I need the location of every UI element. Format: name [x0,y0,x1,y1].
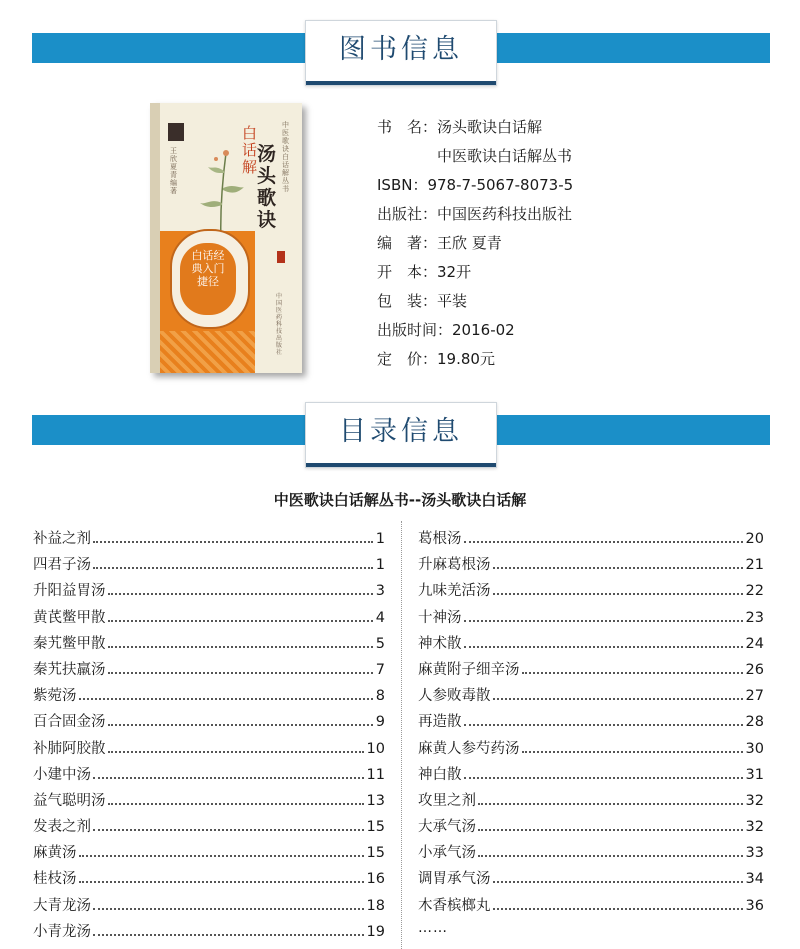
toc-leader-dots [522,672,743,674]
toc-leader-dots [464,646,743,648]
toc-entry-name: 百合固金汤 [33,714,106,731]
toc-entry [33,920,385,946]
toc-entry-page: 36 [745,897,764,914]
toc-entry [33,553,385,579]
toc-entry [33,894,385,920]
book-cover [150,103,302,373]
book-info-label: 包 装： [377,292,438,310]
toc-entry-page: 16 [366,871,385,888]
book-info-row [377,345,573,374]
toc-entry [418,527,764,553]
toc-leader-dots [464,777,743,779]
toc-entry [418,789,764,815]
toc-column-divider [401,521,402,949]
cover-seal-icon [277,251,285,263]
toc-entry [33,710,385,736]
book-info-row [377,316,573,345]
toc-entry [33,815,385,841]
toc-entry [418,894,764,920]
toc-leader-dots [93,908,364,910]
book-info-label: 书 名： [377,118,438,136]
toc-entry [418,815,764,841]
toc-entry [418,606,764,632]
toc-entry [418,632,764,658]
toc-leader-dots [108,724,373,726]
toc-leader-dots [79,855,364,857]
book-info-label: 编 著： [377,234,438,252]
toc-entry-name: 九味羌活汤 [418,583,491,600]
toc-entry-page: 18 [366,897,385,914]
toc-entry [418,737,764,763]
cover-author-text: 王欣夏青编著 [170,147,177,195]
toc-entry-page: 28 [745,714,764,731]
cover-title: 汤头歌诀 [257,143,277,231]
book-info-value: 2016-02 [452,321,515,339]
toc-entry-page: 15 [366,819,385,836]
toc-entry-page: 11 [366,766,385,783]
book-info-value: 978-7-5067-8073-5 [427,176,574,194]
toc-leader-dots [93,829,364,831]
toc-entry-page: 31 [745,766,764,783]
section-title: 图书信息 [339,34,463,65]
section-title-box [305,402,497,468]
toc-entry-page: 4 [375,609,385,626]
toc-entry-page: 13 [366,792,385,809]
toc-entry-name: 木香槟榔丸 [418,897,491,914]
section-title-underline [306,81,496,85]
toc-entry-page: 30 [745,740,764,757]
toc-entry-page: 1 [375,557,385,574]
book-info-row [377,171,573,200]
toc-entry-name: 秦艽扶羸汤 [33,661,106,678]
toc-entry-page: 34 [745,871,764,888]
book-info-row [377,142,573,171]
toc-entry [418,710,764,736]
cover-series-text: 中医歌诀白话解丛书 [282,121,289,193]
toc-entry-name: 补益之剂 [33,531,91,547]
toc-entry-page: 7 [375,661,385,678]
book-info-row [377,258,573,287]
cover-subtitle: 白话解 [242,124,258,176]
cover-publisher-text: 中国医药科技出版社 [276,293,283,356]
toc-entry-name: 小承气汤 [418,845,476,862]
book-info-label: 定 价： [377,350,438,368]
toc-entry-name: 桂枝汤 [33,871,77,888]
herb-plant-icon [196,143,246,243]
toc-leader-dots [108,646,373,648]
toc-leader-dots [464,541,743,543]
toc-entry-name: 黄芪鳖甲散 [33,609,106,626]
toc-leader-dots [493,567,743,569]
book-info-label: 出版时间： [377,321,453,339]
toc-entry-page: 32 [745,819,764,836]
toc-entry-name: 麻黄人参芍药汤 [418,740,520,757]
toc-entry-name: 神白散 [418,766,462,783]
toc-entry [418,867,764,893]
toc-leader-dots [108,672,373,674]
toc-entry-name: 紫菀汤 [33,688,77,705]
toc-entry-name: 四君子汤 [33,557,91,574]
publisher-logo-icon [168,123,184,141]
toc-entry-page: 33 [745,845,764,862]
toc-entry [33,737,385,763]
toc-entry-name: 小建中汤 [33,766,91,783]
toc-entry [418,684,764,710]
book-info-row [377,287,573,316]
book-info-value: 平装 [437,292,468,310]
toc-leader-dots [478,855,743,857]
toc-entry-name: 小青龙汤 [33,923,91,940]
toc-entry-name: 升阳益胃汤 [33,583,106,600]
toc-entry [33,763,385,789]
toc-entry-name: 葛根汤 [418,531,462,547]
toc-entry-name: 秦艽鳖甲散 [33,635,106,652]
section-title: 目录信息 [339,416,463,447]
toc-leader-dots [93,934,364,936]
book-info-value: 32开 [437,263,472,281]
toc-entry-name: 调胃承气汤 [418,871,491,888]
cover-spine [150,103,160,373]
toc-leader-dots [93,567,373,569]
toc-entry [418,763,764,789]
toc-entry-name: 益气聪明汤 [33,792,106,809]
toc-entry-name: 神术散 [418,635,462,652]
toc-entry-page: 21 [745,557,764,574]
toc-entry-name: 攻里之剂 [418,792,476,809]
book-info-value: 王欣 夏青 [437,234,502,252]
cover-medallion-text: 白话经典入门捷径 [191,249,225,288]
toc-entry-page: 9 [375,714,385,731]
book-info-value: 19.80元 [437,350,495,368]
toc-entry [418,579,764,605]
toc-entry [33,658,385,684]
book-info-row [377,200,573,229]
toc-entry [33,841,385,867]
toc-entry-page: 32 [745,792,764,809]
book-info-value: 汤头歌诀白话解 [437,118,543,136]
toc-entry-page: 22 [745,583,764,600]
toc-entry [418,658,764,684]
book-info-label: 开 本： [377,263,438,281]
toc-entry-page: 24 [745,635,764,652]
toc-entry-name: 大青龙汤 [33,897,91,914]
toc-entry-page: 5 [375,635,385,652]
book-info-row [377,229,573,258]
toc-leader-dots [522,751,743,753]
toc-right-column [418,527,764,936]
toc-entry [33,684,385,710]
toc-leader-dots [493,908,743,910]
toc-entry [33,606,385,632]
toc-entry-page: 10 [366,740,385,757]
book-info-value: 中医歌诀白话解丛书 [437,147,573,165]
cover-pattern [160,331,255,373]
toc-entry [33,579,385,605]
toc-leader-dots [493,698,743,700]
toc-entry-page: 20 [745,531,764,547]
book-info-value: 中国医药科技出版社 [437,205,573,223]
toc-title: 中医歌诀白话解丛书--汤头歌诀白话解 [273,491,527,509]
toc-leader-dots [493,593,743,595]
toc-entry-page: 1 [375,531,385,547]
toc-leader-dots [464,620,743,622]
toc-more-ellipsis: …… [418,919,448,936]
toc-entry-name: 发表之剂 [33,819,91,836]
toc-leader-dots [93,541,373,543]
toc-entry-name: 大承气汤 [418,819,476,836]
toc-entry-name: 升麻葛根汤 [418,557,491,574]
toc-entry-page: 3 [375,583,385,600]
toc-entry [418,553,764,579]
toc-leader-dots [79,881,364,883]
toc-entry-name: 补肺阿胶散 [33,740,106,757]
toc-entry-page: 27 [745,688,764,705]
toc-leader-dots [79,698,373,700]
book-info-list [377,113,573,374]
toc-entry-page: 8 [375,688,385,705]
toc-leader-dots [108,593,373,595]
toc-leader-dots [464,724,743,726]
toc-leader-dots [108,620,373,622]
toc-entry-page: 19 [366,923,385,940]
toc-entry [33,789,385,815]
toc-leader-dots [93,777,364,779]
toc-entry-name: 麻黄汤 [33,845,77,862]
toc-entry [33,527,385,553]
toc-entry [33,632,385,658]
toc-entry-name: 再造散 [418,714,462,731]
toc-entry-name: 十神汤 [418,609,462,626]
toc-entry-page: 23 [745,609,764,626]
section-title-box [305,20,497,86]
book-info-label: 出版社： [377,205,438,223]
toc-entry-page: 15 [366,845,385,862]
toc-entry-page: 26 [745,661,764,678]
section-title-underline [306,463,496,467]
toc-entry-name: 麻黄附子细辛汤 [418,661,520,678]
book-info-label: ISBN： [377,176,428,194]
toc-leader-dots [108,803,364,805]
toc-entry [418,841,764,867]
toc-leader-dots [478,829,743,831]
toc-leader-dots [493,881,743,883]
toc-left-column [33,527,385,946]
toc-leader-dots [108,751,364,753]
toc-entry-name: 人参败毒散 [418,688,491,705]
toc-entry [33,867,385,893]
toc-leader-dots [478,803,743,805]
book-info-row [377,113,573,142]
